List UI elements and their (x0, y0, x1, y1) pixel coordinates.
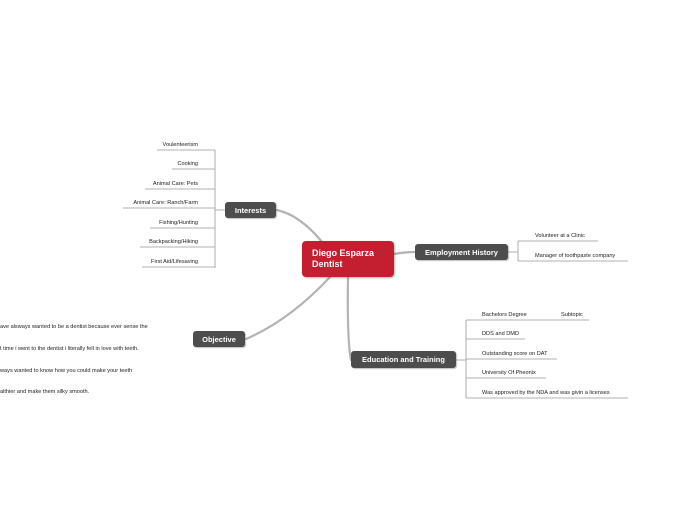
connector-objective (246, 277, 330, 339)
interest-item[interactable]: Animal Care: Ranch/Farm (133, 200, 198, 206)
education-item[interactable]: University Of Pheonix (482, 370, 536, 376)
education-item[interactable]: Outstanding score on DAT (482, 351, 548, 357)
connector-employment (394, 252, 415, 254)
topic-employment-history[interactable]: Employment History (415, 244, 508, 260)
central-topic[interactable] (302, 241, 394, 277)
interest-item[interactable]: Backpacking/Hiking (149, 239, 198, 245)
employment-bracket (508, 241, 518, 261)
interest-item[interactable]: Fishing/Hunting (159, 220, 198, 226)
objective-line: ways wanted to know how you could make your teeth (0, 367, 133, 374)
connector-interests (277, 210, 323, 243)
central-topic-line1: Diego Esparza (312, 248, 375, 258)
interest-item[interactable]: Cooking (177, 161, 198, 167)
topic-interests[interactable]: Interests (225, 202, 276, 218)
connector-education (348, 278, 351, 360)
central-topic-line2: Dentist (312, 259, 343, 269)
interest-item[interactable]: First Aid/Lifesaving (151, 259, 198, 265)
education-item[interactable]: Bachelors Degree (482, 312, 527, 318)
interests-bracket (215, 150, 225, 268)
employment-item[interactable]: Volunteer at a Clinic (535, 233, 585, 239)
topic-education-training[interactable]: Education and Training (351, 351, 456, 368)
interest-item[interactable]: Voulenteerism (162, 142, 198, 148)
interest-item[interactable]: Animal Care: Pets (152, 181, 198, 187)
employment-item[interactable]: Manager of toothpaste company (535, 253, 616, 259)
interests-underlines (123, 150, 215, 267)
objective-line: t time i went to the dentist i literally fell in love with teeth. (0, 346, 139, 353)
objective-text[interactable] (0, 310, 170, 404)
topic-objective[interactable]: Objective (193, 331, 245, 347)
education-subtopic[interactable]: Subtopic (561, 312, 583, 318)
objective-line: althier and make them silky smooth. (0, 389, 90, 396)
education-item[interactable]: DDS and DMD (482, 331, 519, 337)
objective-line: ave alsways wanted to be a dentist because ever sense the (0, 324, 148, 331)
education-bracket (456, 320, 466, 398)
education-item[interactable]: Was approved by the NDA and was givin a licenses (482, 390, 610, 396)
